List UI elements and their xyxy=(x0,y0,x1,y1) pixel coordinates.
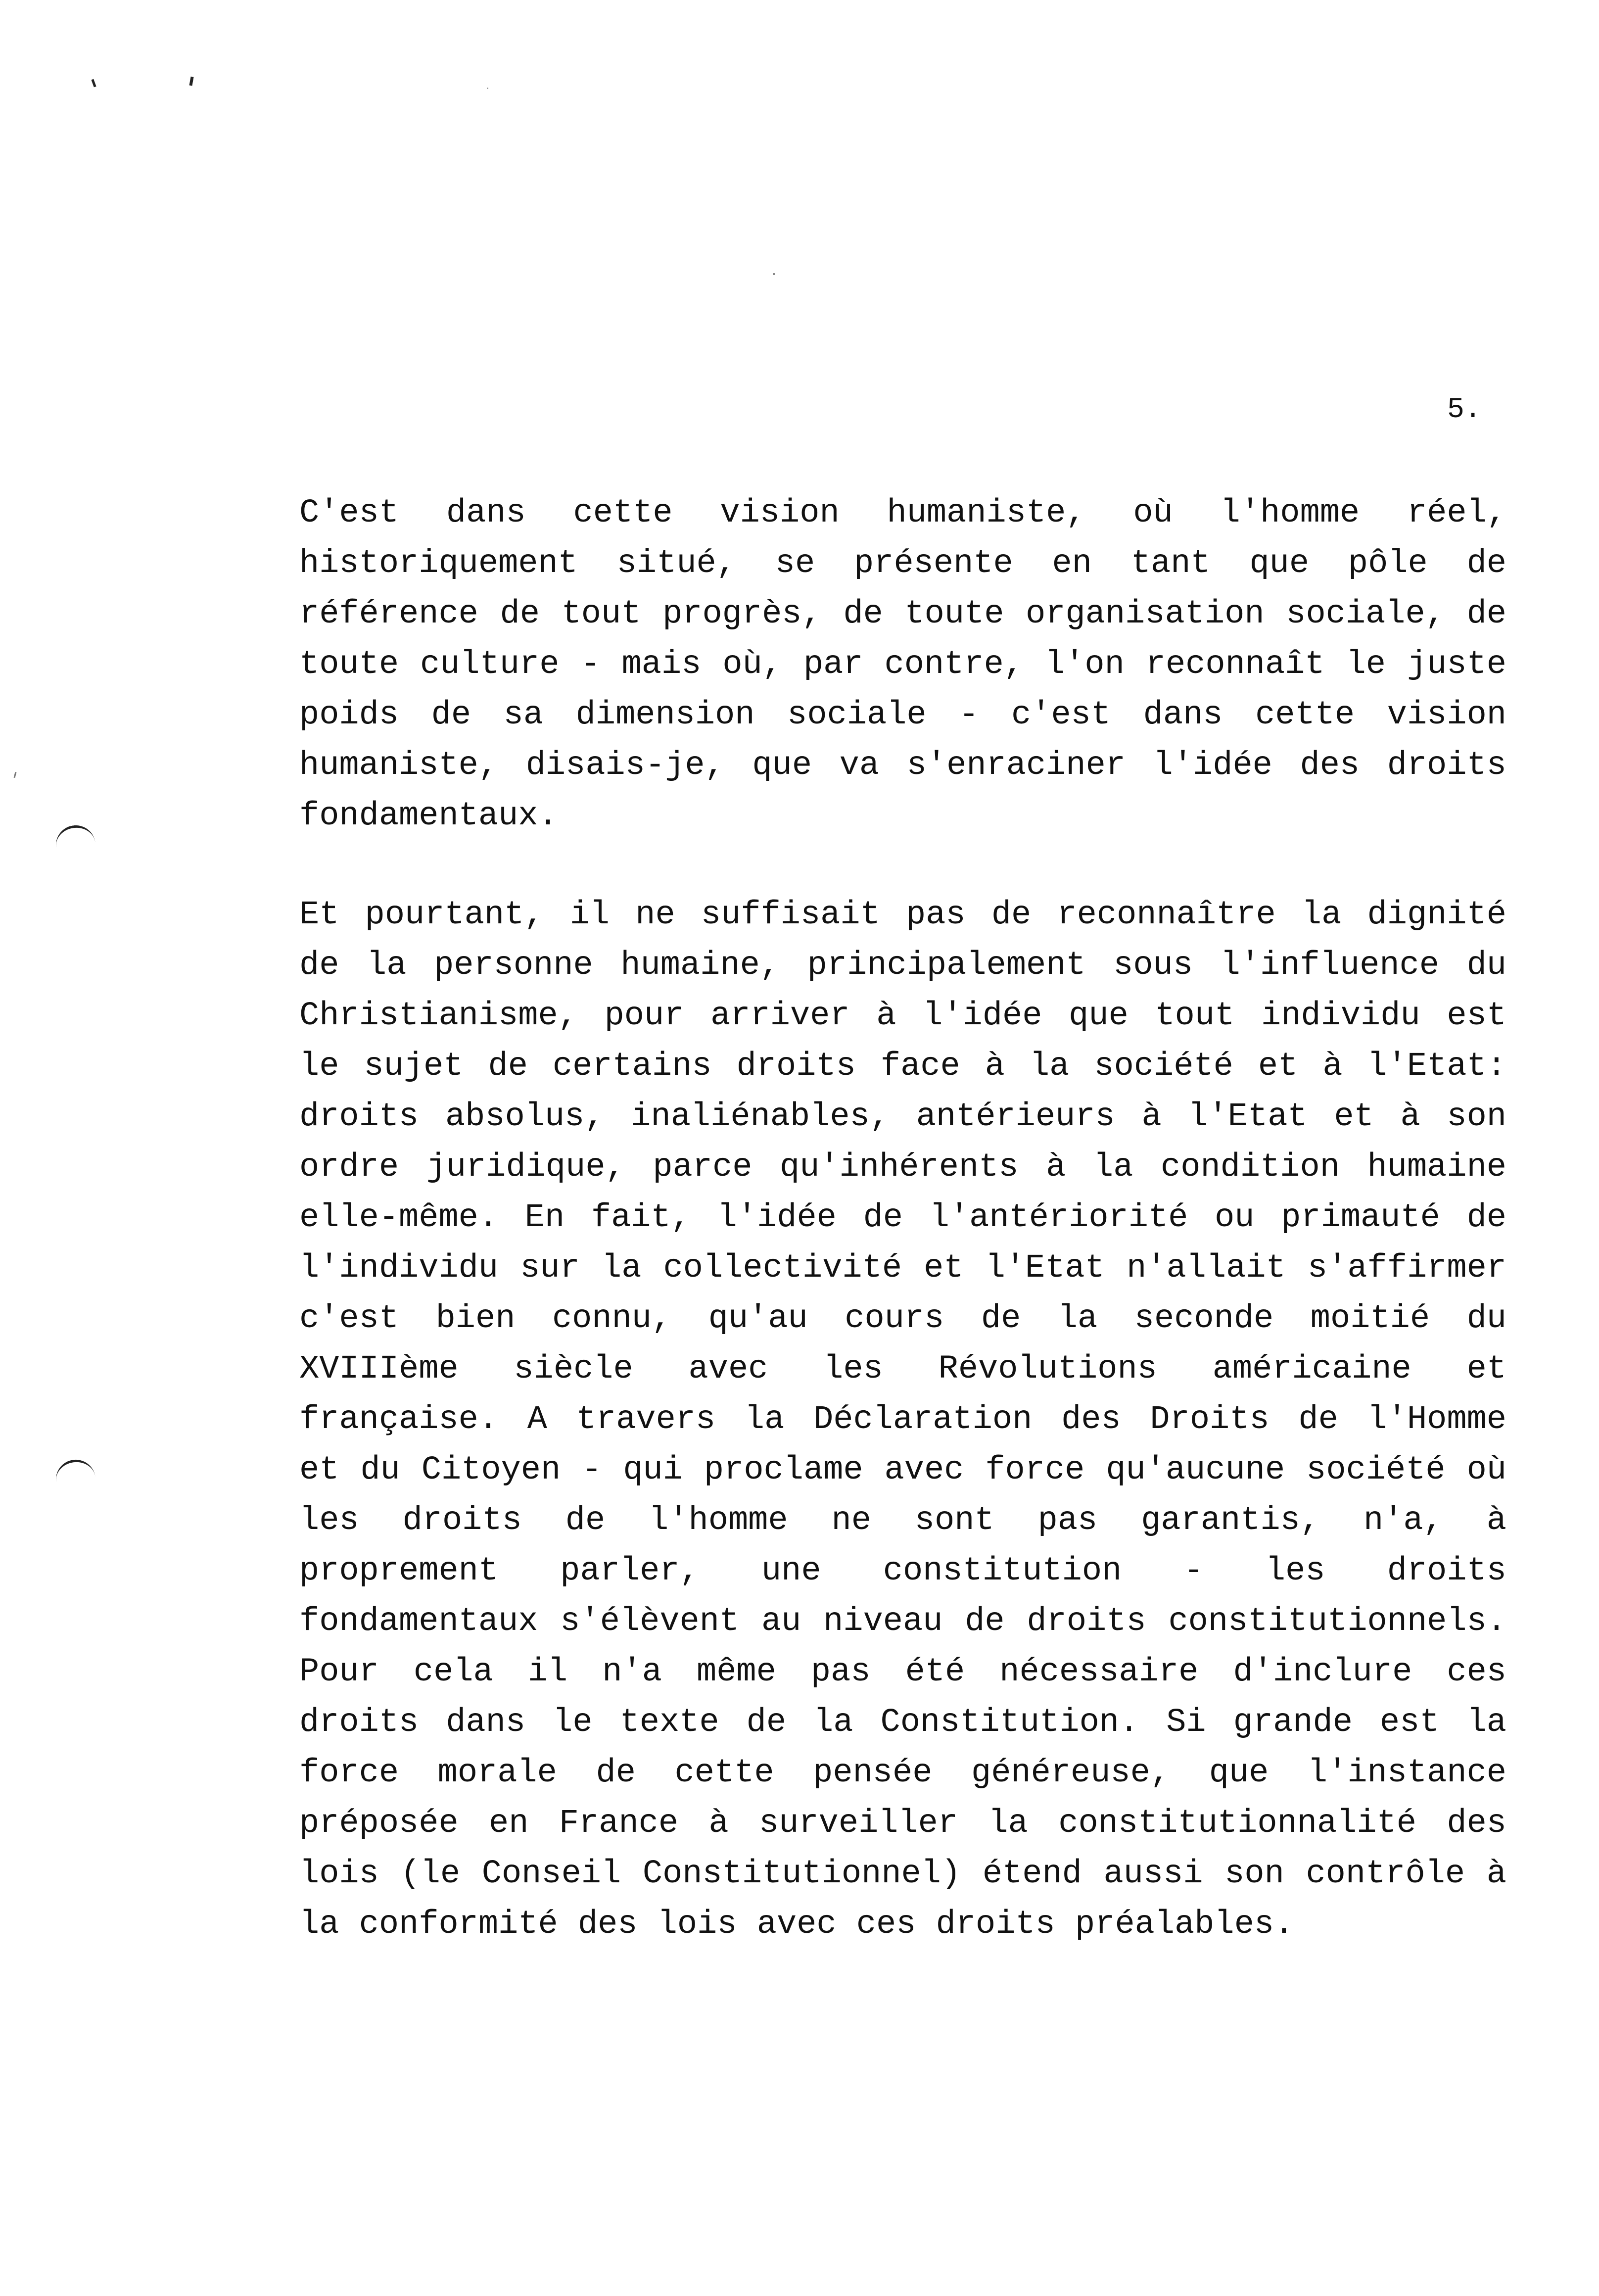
text-line: force morale de cette pensée généreuse, que l'instance xyxy=(299,1754,1506,1792)
text-line: C'est dans cette vision humaniste, où l'homme réel, xyxy=(299,494,1506,532)
text-line: humaniste, disais-je, que va s'enraciner l'idée des droits xyxy=(299,747,1506,784)
text-line: les droits de l'homme ne sont pas garantis, n'a, à xyxy=(299,1502,1506,1539)
paragraph-2 xyxy=(299,890,1506,1950)
text-line: XVIIIème siècle avec les Révolutions américaine et xyxy=(299,1350,1506,1388)
text-line: poids de sa dimension sociale - c'est dans cette vision xyxy=(299,696,1506,734)
scan-speck xyxy=(13,772,16,778)
text-line: de la personne humaine, principalement sous l'influence du xyxy=(299,947,1506,984)
binder-hole-mark xyxy=(53,823,97,861)
text-line: la conformité des lois avec ces droits préalables. xyxy=(299,1906,1294,1943)
text-line: fondamentaux. xyxy=(299,797,558,835)
text-line: préposée en France à surveiller la constitutionnalité des xyxy=(299,1805,1506,1842)
scan-speck xyxy=(487,88,488,89)
page-number: 5. xyxy=(1447,394,1482,426)
scan-speck xyxy=(773,273,775,275)
text-line: le sujet de certains droits face à la société et à l'Etat: xyxy=(299,1048,1506,1085)
text-line: fondamentaux s'élèvent au niveau de droits constitutionnels. xyxy=(299,1603,1506,1640)
text-line: droits dans le texte de la Constitution. Si grande est la xyxy=(299,1704,1506,1741)
text-line: droits absolus, inaliénables, antérieurs à l'Etat et à son xyxy=(299,1098,1506,1136)
binder-hole-mark xyxy=(53,1457,97,1495)
text-line: historiquement situé, se présente en tant que pôle de xyxy=(299,545,1506,582)
scan-mark xyxy=(91,79,96,88)
text-line: elle-même. En fait, l'idée de l'antériorité ou primauté de xyxy=(299,1199,1506,1237)
text-line: lois (le Conseil Constitutionnel) étend aussi son contrôle à xyxy=(299,1855,1506,1893)
text-line: Christianisme, pour arriver à l'idée que tout individu est xyxy=(299,997,1506,1035)
paragraph-1 xyxy=(299,488,1506,841)
text-line: toute culture - mais où, par contre, l'on reconnaît le juste xyxy=(299,646,1506,683)
scan-mark xyxy=(189,77,193,86)
text-line: française. A travers la Déclaration des Droits de l'Homme xyxy=(299,1401,1506,1438)
text-line: ordre juridique, parce qu'inhérents à la condition humaine xyxy=(299,1148,1506,1186)
text-line: c'est bien connu, qu'au cours de la seconde moitié du xyxy=(299,1300,1506,1338)
text-line: l'individu sur la collectivité et l'Etat n'allait s'affirmer xyxy=(299,1249,1506,1287)
text-line: Pour cela il n'a même pas été nécessaire d'inclure ces xyxy=(299,1653,1506,1691)
text-line: Et pourtant, il ne suffisait pas de reconnaître la dignité xyxy=(299,896,1506,934)
text-line: proprement parler, une constitution - les droits xyxy=(299,1552,1506,1590)
text-line: référence de tout progrès, de toute organisation sociale, de xyxy=(299,595,1506,633)
text-line: et du Citoyen - qui proclame avec force qu'aucune société où xyxy=(299,1451,1506,1489)
